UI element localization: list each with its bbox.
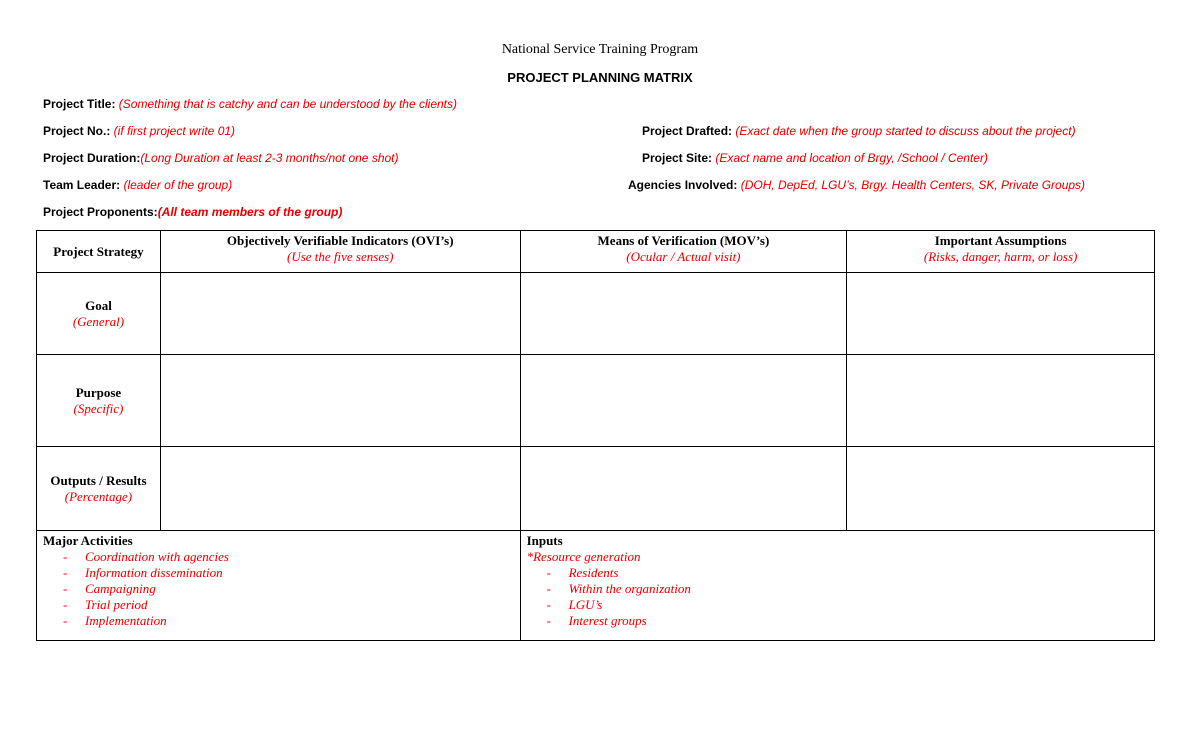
list-item: - Information dissemination: [63, 565, 223, 580]
field-agencies-involved: [628, 178, 1085, 192]
row-outputs-title: Outputs / Results: [50, 472, 147, 488]
outputs-ovi-cell[interactable]: [160, 447, 520, 531]
list-item: - Campaigning: [63, 581, 156, 596]
list-item: - Trial period: [63, 597, 148, 612]
major-activities-title: Major Activities: [43, 533, 133, 548]
list-item: - Within the organization: [546, 581, 691, 596]
matrix-row-purpose: [37, 355, 1155, 447]
list-item: - Interest groups: [546, 613, 647, 628]
row-goal-label: [37, 273, 161, 355]
team-leader-value: (leader of the group): [120, 178, 233, 192]
field-project-drafted: [642, 124, 1076, 138]
project-no-value: (if first project write 01): [110, 124, 236, 138]
field-project-site: [642, 151, 988, 165]
list-item: - LGU’s: [546, 597, 603, 612]
project-drafted-label: Project Drafted:: [642, 124, 733, 138]
project-site-label: Project Site:: [642, 151, 713, 165]
header-ovi-sub: (Use the five senses): [286, 249, 394, 264]
project-proponents-value: (All team members of the group): [157, 205, 343, 219]
row-outputs-label: [37, 447, 161, 531]
header-ovi-title: Objectively Verifiable Indicators (OVI’s): [226, 233, 454, 248]
project-title-label: Project Title:: [43, 97, 116, 111]
outputs-mov-cell[interactable]: [520, 447, 847, 531]
header-project-strategy-title: Project Strategy: [53, 243, 144, 259]
field-project-title: [43, 97, 457, 111]
field-project-proponents: [43, 205, 342, 219]
inputs-sub: *Resource generation: [526, 549, 641, 564]
inputs-title: Inputs: [526, 533, 563, 548]
row-purpose-label: [37, 355, 161, 447]
project-drafted-value: (Exact date when the group started to discuss about the project): [732, 124, 1076, 138]
matrix-row-activities-inputs: [37, 531, 1155, 641]
list-item: - Residents: [546, 565, 619, 580]
project-proponents-label: Project Proponents:: [43, 205, 158, 219]
goal-mov-cell[interactable]: [520, 273, 847, 355]
row-goal-title: Goal: [85, 297, 112, 313]
project-duration-label: Project Duration:: [43, 151, 141, 165]
row-goal-sub: (General): [72, 313, 125, 329]
row-purpose-title: Purpose: [75, 384, 122, 400]
list-item: - Implementation: [63, 613, 167, 628]
project-no-label: Project No.:: [43, 124, 111, 138]
agencies-involved-value: (DOH, DepEd, LGU’s, Brgy. Health Centers, SK, Private Groups): [737, 178, 1086, 192]
header-ovi: [160, 231, 520, 273]
matrix-header-row: [37, 231, 1155, 273]
field-team-leader: [43, 178, 232, 192]
matrix-row-goal: [37, 273, 1155, 355]
header-mov-title: Means of Verification (MOV’s): [597, 233, 770, 248]
list-item: - Coordination with agencies: [63, 549, 229, 564]
field-project-duration: [43, 151, 399, 165]
purpose-mov-cell[interactable]: [520, 355, 847, 447]
matrix-row-outputs: [37, 447, 1155, 531]
document-title: PROJECT PLANNING MATRIX: [507, 70, 693, 85]
purpose-assumptions-cell[interactable]: [847, 355, 1155, 447]
project-site-value: (Exact name and location of Brgy, /School / Center): [712, 151, 988, 165]
document-subtitle: National Service Training Program: [501, 42, 699, 57]
team-leader-label: Team Leader:: [43, 178, 121, 192]
header-assumptions-title: Important Assumptions: [934, 233, 1067, 248]
planning-matrix-table: [36, 230, 1155, 641]
agencies-involved-label: Agencies Involved:: [628, 178, 738, 192]
field-project-no: [43, 124, 235, 138]
header-mov-sub: (Ocular / Actual visit): [626, 249, 741, 264]
header-project-strategy: [37, 231, 161, 273]
header-mov: [520, 231, 847, 273]
row-purpose-sub: (Specific): [73, 400, 124, 416]
inputs-cell: [520, 531, 1154, 641]
project-duration-value: (Long Duration at least 2-3 months/not one shot): [140, 151, 399, 165]
project-title-value: (Something that is catchy and can be understood by the clients): [115, 97, 457, 111]
goal-assumptions-cell[interactable]: [847, 273, 1155, 355]
outputs-assumptions-cell[interactable]: [847, 447, 1155, 531]
header-assumptions-sub: (Risks, danger, harm, or loss): [923, 249, 1078, 264]
purpose-ovi-cell[interactable]: [160, 355, 520, 447]
header-assumptions: [847, 231, 1155, 273]
row-outputs-sub: (Percentage): [64, 488, 133, 504]
goal-ovi-cell[interactable]: [160, 273, 520, 355]
major-activities-cell: [37, 531, 521, 641]
